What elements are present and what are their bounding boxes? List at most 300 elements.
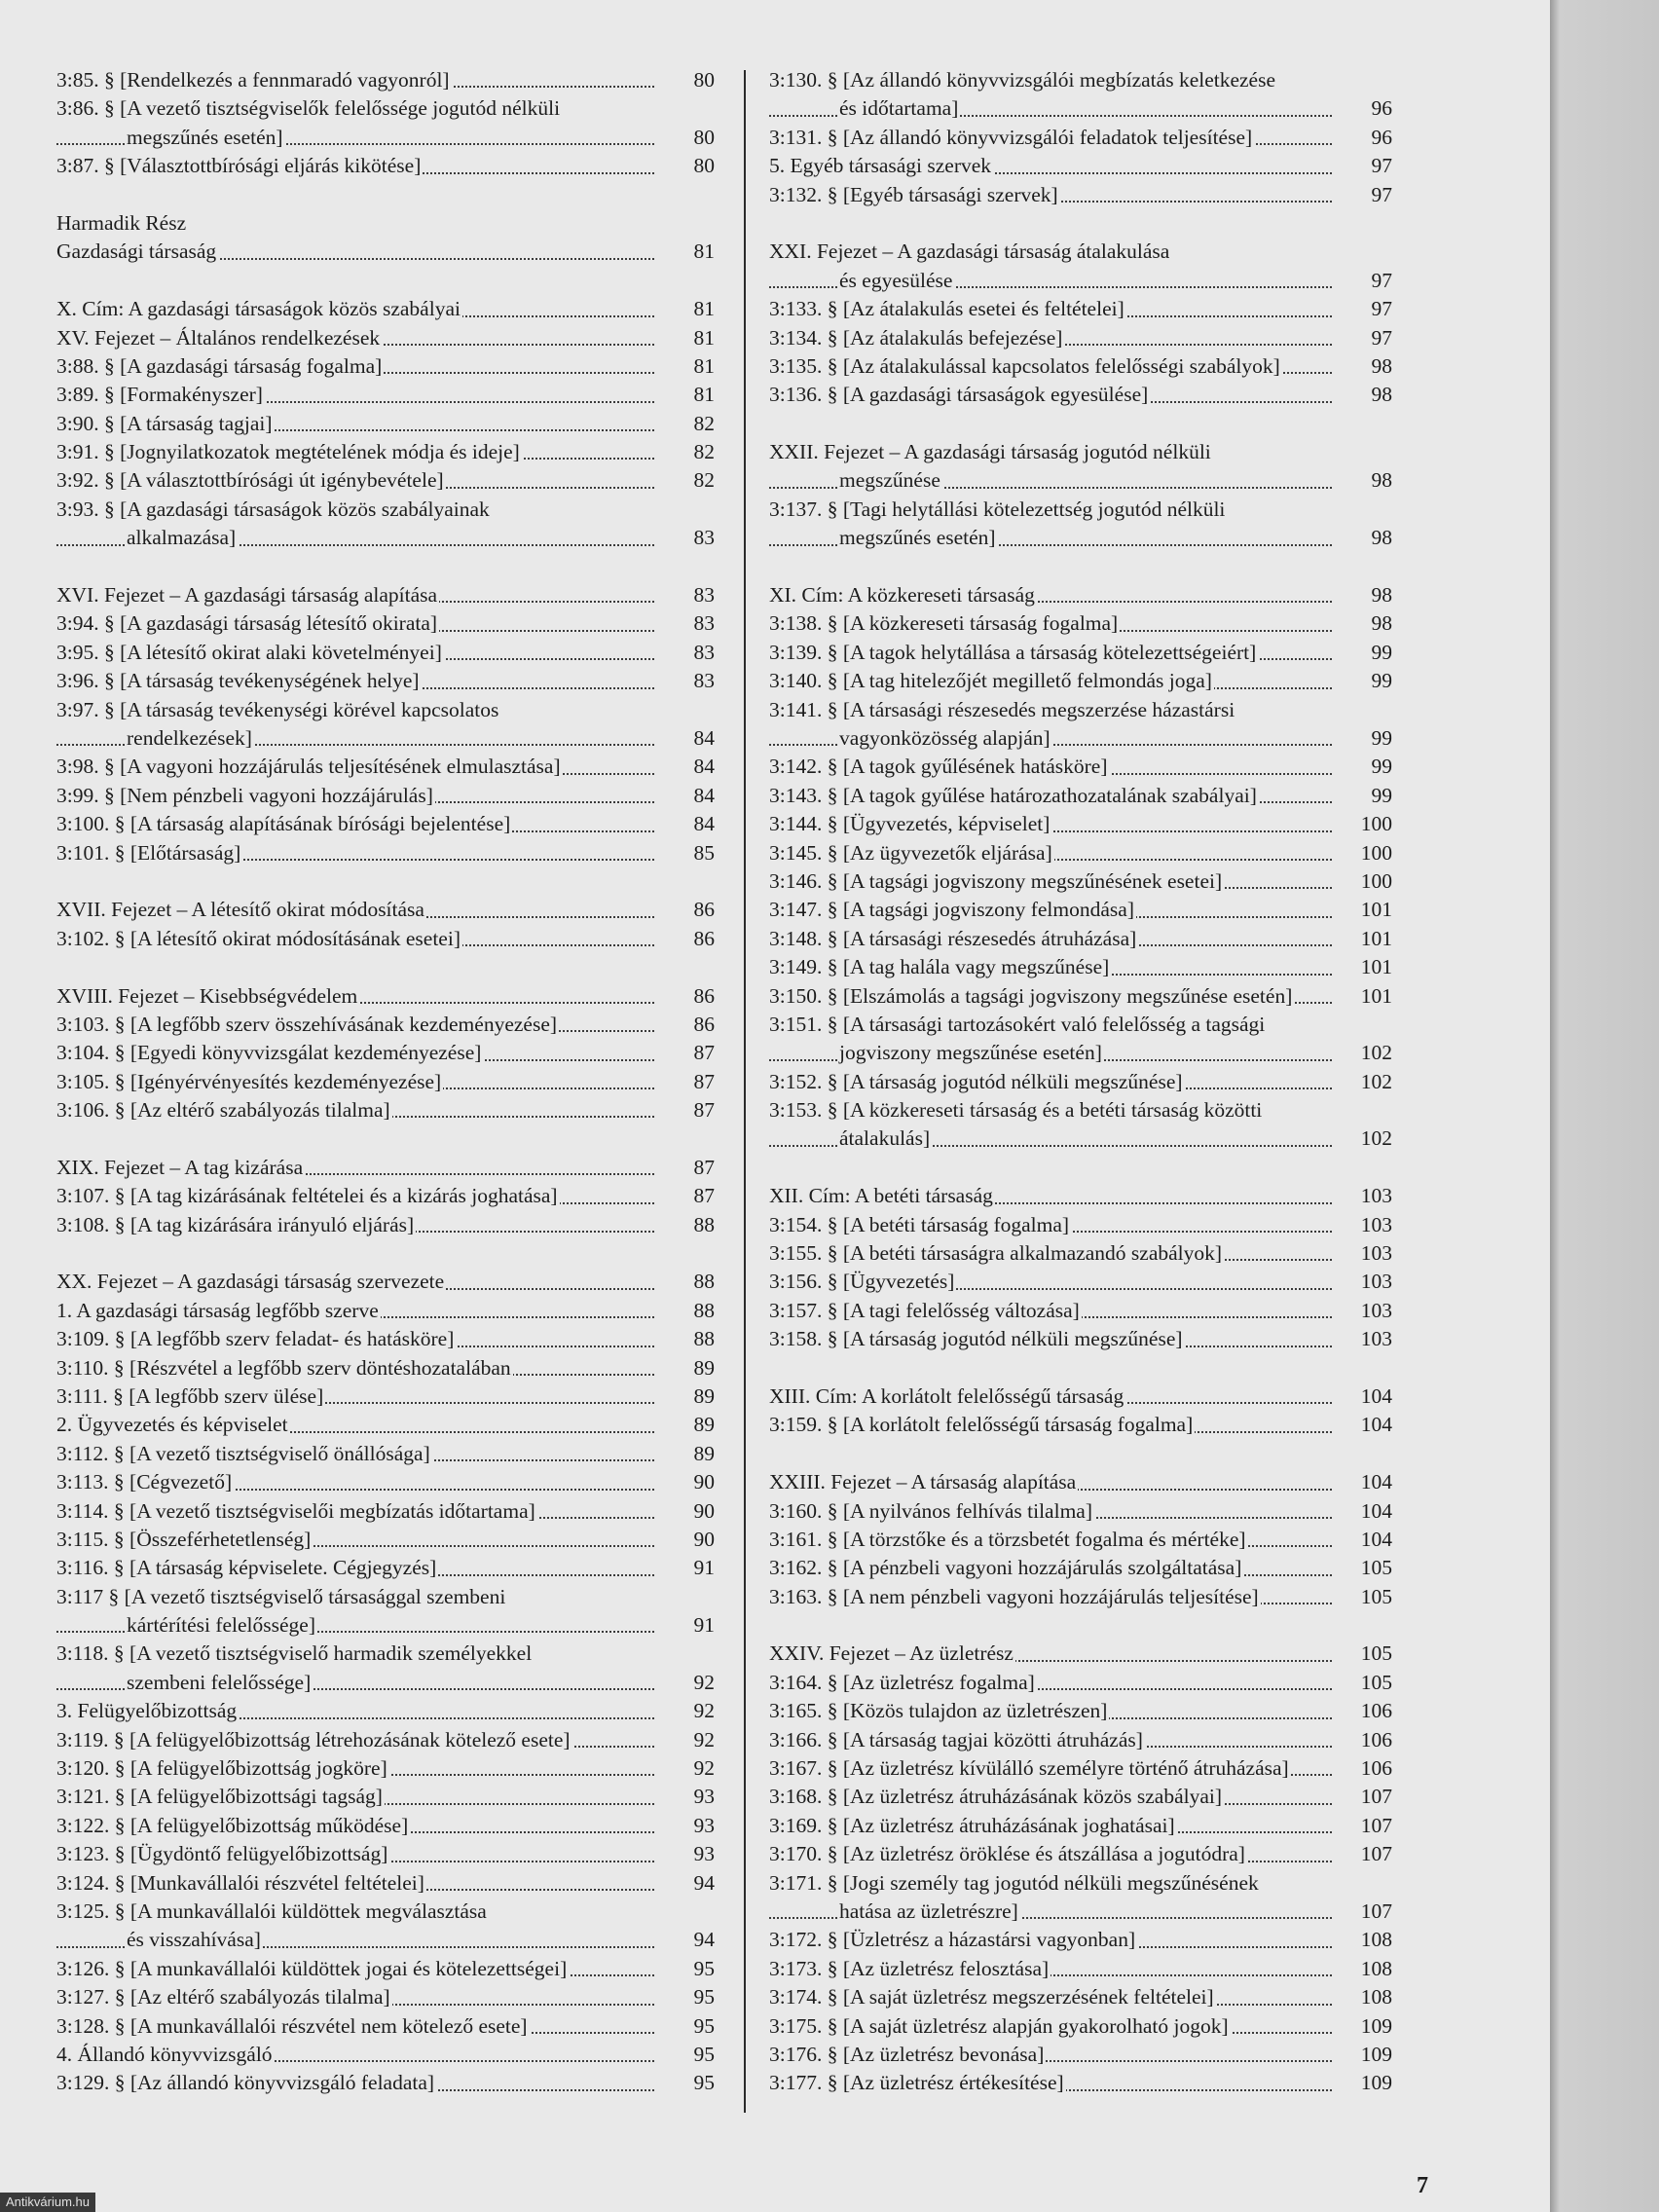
toc-entry-page: 104 xyxy=(1332,1411,1392,1439)
toc-entry xyxy=(769,896,1392,924)
toc-entry-title: 3:134. § [Az átalakulás befejezése] xyxy=(769,325,1063,350)
toc-entry-page: 100 xyxy=(1332,839,1392,867)
toc-entry xyxy=(56,1840,715,1868)
toc-entry xyxy=(769,1325,1392,1353)
toc-entry xyxy=(56,381,715,409)
toc-entry-page: 84 xyxy=(654,724,715,753)
toc-entry-title: 3:92. § [A választottbírósági út igénybevétele] xyxy=(56,468,444,493)
toc-entry-title: 3. Felügyelőbizottság xyxy=(56,1699,238,1723)
toc-entry xyxy=(769,1011,1392,1039)
toc-entry-title: 3:102. § [A létesítő okirat módosításának esetei] xyxy=(56,926,461,950)
toc-entry-page: 94 xyxy=(654,1869,715,1898)
toc-entry xyxy=(56,925,715,953)
page-edge-shadow xyxy=(1550,0,1659,2212)
toc-entry-title: 3:166. § [A társaság tagjai közötti átruházás] xyxy=(769,1727,1143,1751)
toc-entry xyxy=(56,2069,715,2097)
toc-right-column xyxy=(769,66,1392,2098)
toc-entry xyxy=(769,1382,1392,1411)
toc-entry xyxy=(56,1697,715,1725)
toc-entry-title: és visszahívása] xyxy=(127,1928,261,1952)
toc-entry-page: 103 xyxy=(1332,1239,1392,1268)
toc-entry-page: 93 xyxy=(654,1812,715,1840)
toc-entry-title: 3:94. § [A gazdasági társaság létesítő okirata] xyxy=(56,611,438,636)
toc-entry-title: 3:133. § [Az átalakulás esetei és feltételei] xyxy=(769,297,1124,321)
toc-entry-page: 98 xyxy=(1332,524,1392,552)
toc-entry-page: 107 xyxy=(1332,1898,1392,1926)
toc-entry xyxy=(769,782,1392,810)
toc-entry-title: 3:127. § [Az eltérő szabályozás tilalma] xyxy=(56,1985,390,2009)
toc-entry xyxy=(56,352,715,381)
toc-entry xyxy=(56,152,715,180)
toc-entry-page: 105 xyxy=(1332,1554,1392,1582)
toc-entry-title: 3:106. § [Az eltérő szabályozás tilalma] xyxy=(56,1098,390,1123)
toc-entry xyxy=(769,1869,1392,1898)
toc-entry-page: 104 xyxy=(1332,1497,1392,1526)
toc-entry-page: 98 xyxy=(1332,381,1392,409)
toc-entry-page: 95 xyxy=(654,1955,715,1983)
toc-entry xyxy=(769,1898,1392,1926)
toc-entry xyxy=(769,925,1392,953)
toc-entry xyxy=(56,1611,715,1640)
toc-entry xyxy=(769,1812,1392,1840)
toc-entry xyxy=(769,524,1392,552)
section-gap xyxy=(56,553,715,581)
toc-entry-page: 89 xyxy=(654,1411,715,1439)
toc-entry xyxy=(56,753,715,781)
toc-entry-title: 3:98. § [A vagyoni hozzájárulás teljesítésének elmulasztása] xyxy=(56,755,561,779)
toc-entry xyxy=(56,1497,715,1526)
toc-entry xyxy=(769,667,1392,695)
toc-entry-page: 97 xyxy=(1332,181,1392,209)
toc-entry-title: 3:118. § [A vezető tisztségviselő harmadik személyekkel xyxy=(56,1641,533,1666)
toc-entry-title: 3:91. § [Jognyilatkozatok megtételének módja és ideje] xyxy=(56,440,520,464)
toc-entry xyxy=(769,1239,1392,1268)
toc-entry-title: 3:112. § [A vezető tisztségviselő önállósága] xyxy=(56,1441,430,1465)
section-gap xyxy=(769,1440,1392,1468)
toc-entry-title: 3:86. § [A vezető tisztségviselők felelőssége jogutód nélküli xyxy=(56,96,561,121)
toc-entry xyxy=(56,1211,715,1239)
toc-entry-page: 107 xyxy=(1332,1840,1392,1868)
toc-entry xyxy=(769,1754,1392,1783)
toc-entry xyxy=(56,810,715,838)
toc-entry-title: 3:124. § [Munkavállalói részvétel feltételei] xyxy=(56,1870,424,1895)
toc-entry-title: 3:101. § [Előtársaság] xyxy=(56,840,241,865)
toc-entry xyxy=(769,953,1392,981)
toc-entry-page: 95 xyxy=(654,2012,715,2041)
toc-entry-title: 3:103. § [A legfőbb szerv összehívásának kezdeményezése] xyxy=(56,1012,558,1036)
column-divider xyxy=(744,70,746,2113)
toc-entry xyxy=(769,1783,1392,1811)
toc-entry-title: 3:146. § [A tagsági jogviszony megszűnésének esetei] xyxy=(769,868,1223,893)
toc-entry xyxy=(769,2069,1392,2097)
toc-entry-title: 3:170. § [Az üzletrész öröklése és átszállása a jogutódra] xyxy=(769,1842,1245,1866)
toc-entry xyxy=(769,496,1392,524)
toc-entry-title: szembeni felelőssége] xyxy=(127,1670,312,1694)
toc-entry-title: 3:95. § [A létesítő okirat alaki követelményei] xyxy=(56,640,442,664)
toc-entry xyxy=(769,1669,1392,1697)
section-gap xyxy=(769,1154,1392,1182)
toc-entry-title: 3:121. § [A felügyelőbizottsági tagság] xyxy=(56,1785,383,1809)
toc-entry xyxy=(56,466,715,495)
toc-entry-title: kártérítési felelőssége] xyxy=(127,1613,316,1638)
toc-entry-page: 83 xyxy=(654,639,715,667)
toc-entry xyxy=(769,1926,1392,1954)
toc-entry xyxy=(56,1011,715,1039)
toc-entry xyxy=(56,1468,715,1496)
toc-entry-page: 84 xyxy=(654,753,715,781)
toc-entry-title: 3:165. § [Közös tulajdon az üzletrészen] xyxy=(769,1699,1108,1723)
toc-entry-title: 3:169. § [Az üzletrész átruházásának joghatásai] xyxy=(769,1813,1175,1837)
toc-entry-title: 3:130. § [Az állandó könyvvizsgálói megbízatás keletkezése xyxy=(769,68,1276,92)
section-gap xyxy=(56,267,715,295)
toc-entry-title: 3:122. § [A felügyelőbizottság működése] xyxy=(56,1813,409,1837)
toc-entry xyxy=(56,1812,715,1840)
toc-entry xyxy=(56,524,715,552)
toc-entry-page: 87 xyxy=(654,1068,715,1096)
toc-entry-page: 109 xyxy=(1332,2041,1392,2069)
toc-entry-title: 3:120. § [A felügyelőbizottság jogköre] xyxy=(56,1756,387,1781)
toc-entry xyxy=(56,1754,715,1783)
toc-entry xyxy=(56,1154,715,1182)
toc-entry-page: 87 xyxy=(654,1154,715,1182)
toc-entry-page: 101 xyxy=(1332,896,1392,924)
toc-entry-title: 4. Állandó könyvvizsgáló xyxy=(56,2042,273,2066)
toc-entry-page: 101 xyxy=(1332,982,1392,1011)
toc-entry xyxy=(56,1583,715,1611)
toc-entry-title: rendelkezések] xyxy=(127,725,252,750)
toc-entry-title: 3:161. § [A törzstőke és a törzsbetét fogalma és mértéke] xyxy=(769,1527,1246,1551)
toc-entry xyxy=(769,2041,1392,2069)
toc-entry-title: XXIV. Fejezet – Az üzletrész xyxy=(769,1641,1014,1666)
toc-entry-title: 3:109. § [A legfőbb szerv feladat- és hatásköre] xyxy=(56,1327,455,1351)
toc-entry xyxy=(56,724,715,753)
toc-entry-title: 3:90. § [A társaság tagjai] xyxy=(56,411,273,435)
toc-entry xyxy=(769,1039,1392,1067)
toc-entry xyxy=(56,1096,715,1124)
toc-entry-page: 103 xyxy=(1332,1297,1392,1325)
toc-entry xyxy=(56,94,715,123)
toc-entry xyxy=(56,1182,715,1210)
toc-entry xyxy=(56,1268,715,1296)
toc-entry xyxy=(769,1726,1392,1754)
toc-entry-title: 3:89. § [Formakényszer] xyxy=(56,383,263,407)
toc-entry-title: 3:173. § [Az üzletrész felosztása] xyxy=(769,1956,1050,1980)
toc-entry-title: 3:156. § [Ügyvezetés] xyxy=(769,1270,955,1294)
toc-entry-page: 89 xyxy=(654,1382,715,1411)
toc-entry-page: 81 xyxy=(654,352,715,381)
toc-entry-page: 106 xyxy=(1332,1726,1392,1754)
toc-entry-page: 80 xyxy=(654,152,715,180)
toc-entry-page: 97 xyxy=(1332,324,1392,352)
toc-entry-title: 3:154. § [A betéti társaság fogalma] xyxy=(769,1212,1070,1236)
toc-entry-page: 92 xyxy=(654,1697,715,1725)
toc-entry-title: 3:137. § [Tagi helytállási kötelezettség jogutód nélküli xyxy=(769,497,1226,521)
toc-entry-title: 3:151. § [A társasági tartozásokért való felelősség a tagsági xyxy=(769,1012,1266,1036)
toc-entry xyxy=(769,696,1392,724)
toc-entry xyxy=(769,1211,1392,1239)
toc-entry-title: Gazdasági társaság xyxy=(56,240,217,264)
toc-entry-title: XXII. Fejezet – A gazdasági társaság jogutód nélküli xyxy=(769,440,1211,464)
toc-entry-page: 86 xyxy=(654,1011,715,1039)
toc-entry-page: 81 xyxy=(654,238,715,266)
toc-entry-page: 97 xyxy=(1332,267,1392,295)
toc-entry-title: XXIII. Fejezet – A társaság alapítása xyxy=(769,1470,1077,1494)
toc-entry-title: 3:163. § [A nem pénzbeli vagyoni hozzájárulás teljesítése] xyxy=(769,1584,1259,1608)
toc-entry-title: 1. A gazdasági társaság legfőbb szerve xyxy=(56,1298,379,1322)
toc-entry xyxy=(769,1497,1392,1526)
toc-entry-title: XX. Fejezet – A gazdasági társaság szervezete xyxy=(56,1270,445,1294)
toc-entry xyxy=(769,152,1392,180)
section-gap xyxy=(56,1239,715,1268)
toc-entry-title: 3:140. § [A tag hitelezőjét megillető felmondás joga] xyxy=(769,669,1212,693)
toc-entry-title: 3:141. § [A társasági részesedés megszerzése házastársi xyxy=(769,697,1235,721)
toc-entry-title: 3:110. § [Részvétel a legfőbb szerv döntéshozatalában xyxy=(56,1355,511,1380)
toc-entry-title: vagyonközösség alapján] xyxy=(839,725,1051,750)
toc-entry-title: 3:97. § [A társaság tevékenységi körével kapcsolatos xyxy=(56,697,499,721)
toc-entry-page: 109 xyxy=(1332,2069,1392,2097)
toc-entry-title: 3:132. § [Egyéb társasági szervek] xyxy=(769,182,1058,206)
toc-entry-page: 99 xyxy=(1332,639,1392,667)
toc-entry-title: 3:100. § [A társaság alapításának bírósági bejelentése] xyxy=(56,812,511,836)
toc-entry xyxy=(769,66,1392,94)
toc-entry-page: 86 xyxy=(654,925,715,953)
toc-entry-page: 105 xyxy=(1332,1583,1392,1611)
toc-entry-title: 3:111. § [A legfőbb szerv ülése] xyxy=(56,1383,324,1408)
toc-entry xyxy=(56,839,715,867)
toc-entry xyxy=(769,1697,1392,1725)
toc-entry-page: 101 xyxy=(1332,953,1392,981)
toc-entry-title: 3:126. § [A munkavállalói küldöttek jogai és kötelezettségei] xyxy=(56,1956,568,1980)
toc-entry-page: 103 xyxy=(1332,1268,1392,1296)
toc-entry-title: 3:152. § [A társaság jogutód nélküli megszűnése] xyxy=(769,1069,1183,1093)
toc-entry xyxy=(769,1955,1392,1983)
toc-entry xyxy=(769,466,1392,495)
toc-entry xyxy=(769,839,1392,867)
toc-entry-title: 3:167. § [Az üzletrész kívülálló személyre történő átruházása] xyxy=(769,1756,1289,1781)
toc-entry-page: 82 xyxy=(654,466,715,495)
toc-entry xyxy=(56,1640,715,1668)
toc-entry-title: 3:115. § [Összeférhetetlenség] xyxy=(56,1527,312,1551)
toc-entry-title: 3:93. § [A gazdasági társaságok közös szabályainak xyxy=(56,497,490,521)
toc-entry-page: 98 xyxy=(1332,609,1392,638)
section-gap xyxy=(769,553,1392,581)
toc-entry-title: 3:139. § [A tagok helytállása a társaság kötelezettségeiért] xyxy=(769,640,1257,664)
toc-entry xyxy=(56,1382,715,1411)
page-number: 7 xyxy=(1417,2173,1428,2198)
toc-entry-page: 97 xyxy=(1332,295,1392,323)
toc-entry-title: megszűnése xyxy=(839,468,940,493)
toc-entry xyxy=(56,238,715,266)
toc-entry-page: 83 xyxy=(654,609,715,638)
toc-entry xyxy=(769,1554,1392,1582)
toc-entry-page: 83 xyxy=(654,667,715,695)
toc-entry xyxy=(56,1297,715,1325)
toc-entry-page: 81 xyxy=(654,295,715,323)
toc-entry-title: 3:136. § [A gazdasági társaságok egyesülése] xyxy=(769,383,1149,407)
toc-entry-page: 81 xyxy=(654,381,715,409)
toc-entry-page: 103 xyxy=(1332,1182,1392,1210)
toc-entry-title: és egyesülése xyxy=(839,268,953,292)
toc-entry xyxy=(769,124,1392,152)
toc-entry xyxy=(56,609,715,638)
toc-entry xyxy=(769,1526,1392,1554)
toc-entry-page: 83 xyxy=(654,524,715,552)
toc-entry-page: 95 xyxy=(654,1983,715,2011)
toc-entry-page: 92 xyxy=(654,1726,715,1754)
toc-entry-page: 98 xyxy=(1332,581,1392,609)
toc-entry-page: 90 xyxy=(654,1526,715,1554)
toc-entry-page: 83 xyxy=(654,581,715,609)
toc-entry xyxy=(769,1983,1392,2011)
toc-entry-page: 84 xyxy=(654,810,715,838)
toc-entry-page: 99 xyxy=(1332,753,1392,781)
toc-entry-page: 102 xyxy=(1332,1124,1392,1153)
toc-entry-title: 3:88. § [A gazdasági társaság fogalma] xyxy=(56,353,383,378)
toc-entry-title: X. Cím: A gazdasági társaságok közös szabályai xyxy=(56,297,461,321)
toc-entry-page: 84 xyxy=(654,782,715,810)
toc-entry-page: 99 xyxy=(1332,724,1392,753)
toc-entry xyxy=(769,1583,1392,1611)
section-gap xyxy=(56,867,715,896)
toc-entry-page: 106 xyxy=(1332,1754,1392,1783)
toc-entry-title: 5. Egyéb társasági szervek xyxy=(769,154,992,178)
toc-entry-page: 86 xyxy=(654,982,715,1011)
toc-entry-title: 3:138. § [A közkereseti társaság fogalma] xyxy=(769,611,1119,636)
toc-entry-title: 3:145. § [Az ügyvezetők eljárása] xyxy=(769,840,1052,865)
toc-entry-title: 3:142. § [A tagok gyűlésének hatásköre] xyxy=(769,755,1108,779)
toc-entry xyxy=(56,2012,715,2041)
toc-entry xyxy=(769,1640,1392,1668)
toc-entry-page: 105 xyxy=(1332,1669,1392,1697)
toc-entry-title: 3:119. § [A felügyelőbizottság létrehozásának kötelező esete] xyxy=(56,1727,571,1751)
toc-entry-page: 87 xyxy=(654,1039,715,1067)
toc-entry xyxy=(769,810,1392,838)
toc-entry-title: 3:174. § [A saját üzletrész megszerzésének feltételei] xyxy=(769,1985,1214,2009)
toc-entry-page: 91 xyxy=(654,1554,715,1582)
toc-entry-title: 3:117 § [A vezető tisztségviselő társasággal szembeni xyxy=(56,1584,506,1608)
toc-entry-page: 98 xyxy=(1332,352,1392,381)
toc-entry-page: 88 xyxy=(654,1268,715,1296)
toc-entry-page: 88 xyxy=(654,1211,715,1239)
toc-entry xyxy=(56,982,715,1011)
toc-entry xyxy=(56,1926,715,1954)
toc-entry-page: 88 xyxy=(654,1325,715,1353)
toc-entry xyxy=(56,1898,715,1926)
section-gap xyxy=(56,1124,715,1153)
toc-entry-page: 92 xyxy=(654,1754,715,1783)
toc-entry xyxy=(769,982,1392,1011)
toc-entry-page: 82 xyxy=(654,438,715,466)
toc-entry-title: 3:143. § [A tagok gyűlése határozathozatalának szabályai] xyxy=(769,783,1257,807)
toc-entry-page: 80 xyxy=(654,124,715,152)
toc-entry-title: XV. Fejezet – Általános rendelkezések xyxy=(56,325,381,350)
toc-entry-page: 90 xyxy=(654,1497,715,1526)
toc-entry-title: Harmadik Rész xyxy=(56,210,187,235)
toc-entry-title: 3:144. § [Ügyvezetés, képviselet] xyxy=(769,812,1051,836)
toc-entry-page: 93 xyxy=(654,1840,715,1868)
toc-entry-page: 93 xyxy=(654,1783,715,1811)
toc-left-column xyxy=(56,66,715,2098)
toc-entry-page: 90 xyxy=(654,1468,715,1496)
toc-entry-title: 3:176. § [Az üzletrész bevonása] xyxy=(769,2042,1045,2066)
toc-entry xyxy=(769,753,1392,781)
toc-entry-page: 80 xyxy=(654,66,715,94)
toc-entry-page: 95 xyxy=(654,2069,715,2097)
toc-entry xyxy=(56,124,715,152)
toc-entry xyxy=(56,639,715,667)
toc-entry-page: 96 xyxy=(1332,124,1392,152)
toc-entry-title: 3:99. § [Nem pénzbeli vagyoni hozzájárulás] xyxy=(56,783,433,807)
toc-entry xyxy=(56,1554,715,1582)
toc-entry-page: 108 xyxy=(1332,1955,1392,1983)
toc-entry-title: 3:175. § [A saját üzletrész alapján gyakorolható jogok] xyxy=(769,2013,1229,2038)
toc-entry-title: hatása az üzletrészre] xyxy=(839,1899,1018,1923)
toc-entry-page: 104 xyxy=(1332,1468,1392,1496)
toc-entry xyxy=(56,1669,715,1697)
toc-entry xyxy=(56,896,715,924)
toc-entry xyxy=(769,639,1392,667)
toc-entry-page: 97 xyxy=(1332,152,1392,180)
toc-entry xyxy=(769,1124,1392,1153)
toc-entry xyxy=(56,1325,715,1353)
toc-entry-title: 3:123. § [Ügydöntő felügyelőbizottság] xyxy=(56,1842,388,1866)
toc-entry-page: 85 xyxy=(654,839,715,867)
toc-entry-title: XIX. Fejezet – A tag kizárása xyxy=(56,1155,304,1179)
toc-entry-title: 3:105. § [Igényérvényesítés kezdeményezése] xyxy=(56,1069,442,1093)
toc-entry-page: 109 xyxy=(1332,2012,1392,2041)
toc-entry-title: 3:168. § [Az üzletrész átruházásának közös szabályai] xyxy=(769,1785,1223,1809)
toc-entry-page: 94 xyxy=(654,1926,715,1954)
toc-entry-page: 107 xyxy=(1332,1783,1392,1811)
toc-entry xyxy=(769,609,1392,638)
toc-entry-page: 87 xyxy=(654,1182,715,1210)
toc-entry xyxy=(56,1354,715,1382)
toc-entry-title: 3:177. § [Az üzletrész értékesítése] xyxy=(769,2071,1064,2095)
toc-entry-title: 3:148. § [A társasági részesedés átruházása] xyxy=(769,926,1137,950)
toc-entry xyxy=(56,496,715,524)
toc-entry-page: 108 xyxy=(1332,1983,1392,2011)
toc-entry xyxy=(56,66,715,94)
section-gap xyxy=(769,410,1392,438)
toc-entry xyxy=(56,1955,715,1983)
toc-entry xyxy=(769,238,1392,266)
toc-entry-page: 101 xyxy=(1332,925,1392,953)
toc-entry-page: 102 xyxy=(1332,1068,1392,1096)
toc-entry-title: 3:159. § [A korlátolt felelősségű társaság fogalma] xyxy=(769,1413,1194,1437)
toc-entry-page: 82 xyxy=(654,410,715,438)
toc-entry-title: alkalmazása] xyxy=(127,526,237,550)
toc-entry xyxy=(769,1411,1392,1439)
toc-entry-title: 3:113. § [Cégvezető] xyxy=(56,1470,233,1494)
toc-entry-title: 3:116. § [A társaság képviselete. Cégjegyzés] xyxy=(56,1556,437,1580)
toc-entry xyxy=(769,1096,1392,1124)
watermark: Antikvárium.hu xyxy=(0,2193,95,2212)
toc-entry xyxy=(56,1440,715,1468)
toc-entry-page: 87 xyxy=(654,1096,715,1124)
toc-entry xyxy=(56,1726,715,1754)
toc-entry xyxy=(56,696,715,724)
toc-entry xyxy=(769,438,1392,466)
section-gap xyxy=(769,1354,1392,1382)
toc-entry-title: XXI. Fejezet – A gazdasági társaság átalakulása xyxy=(769,240,1170,264)
toc-entry xyxy=(769,1268,1392,1296)
toc-entry-page: 96 xyxy=(1332,94,1392,123)
toc-entry-title: XIII. Cím: A korlátolt felelősségű társaság xyxy=(769,1383,1124,1408)
toc-entry-page: 106 xyxy=(1332,1697,1392,1725)
toc-entry xyxy=(56,1526,715,1554)
toc-entry xyxy=(56,1068,715,1096)
toc-entry-page: 91 xyxy=(654,1611,715,1640)
